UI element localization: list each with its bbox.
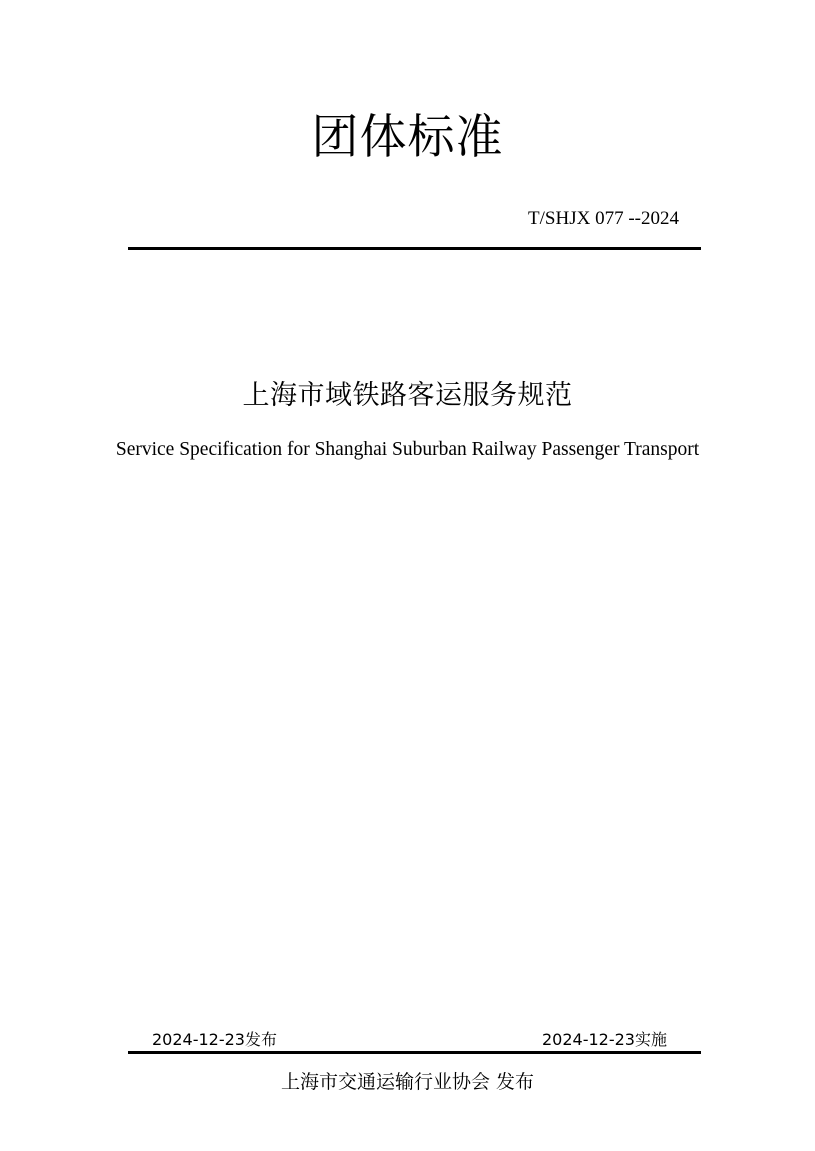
footer-divider [128,1051,701,1054]
header-divider [128,247,701,250]
issuing-organization: 上海市交通运输行业协会 发布 [280,1071,535,1093]
document-title-chinese: 上海市域铁路客运服务规范 [242,380,573,411]
standard-number: T/SHJX 077 --2024 [528,208,679,229]
standard-type-heading: 团体标准 [311,110,504,165]
document-title-english: Service Specification for Shanghai Suburban Railway Passenger Transport [115,439,700,460]
publish-date: 2024-12-23发布 [152,1030,277,1049]
implement-date: 2024-12-23实施 [542,1030,667,1049]
